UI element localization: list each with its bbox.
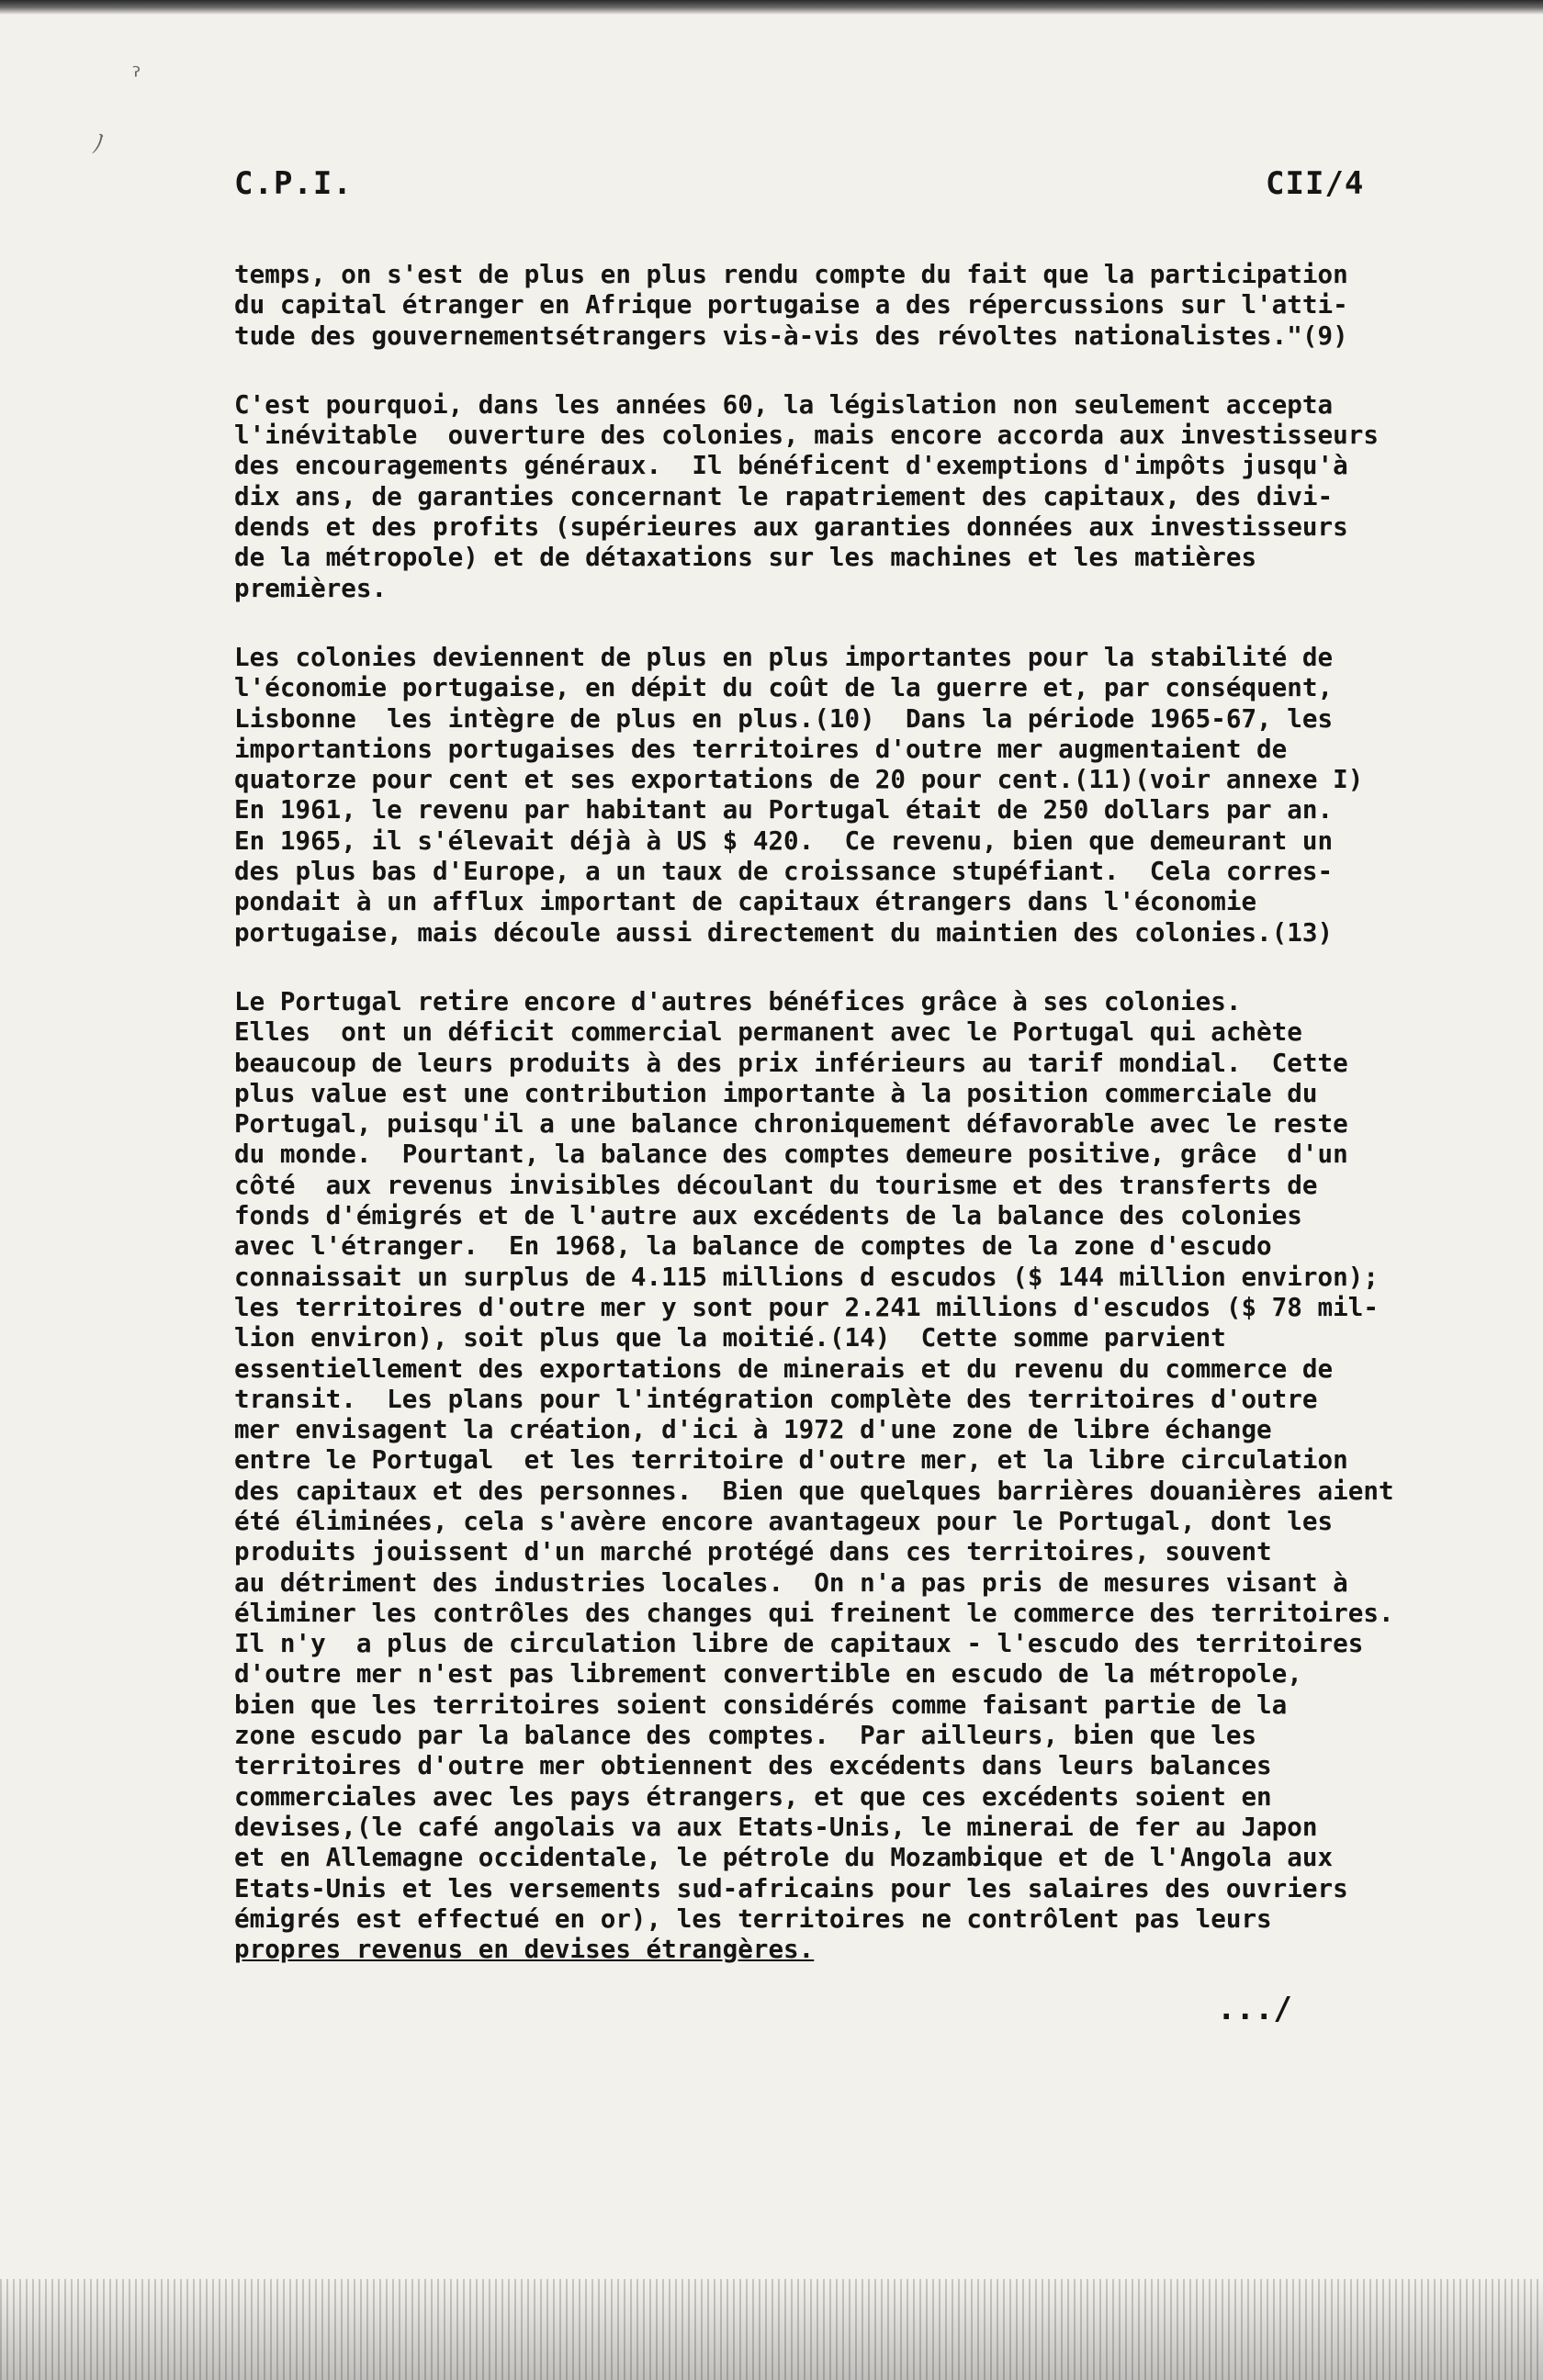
- text-line: C'est pourquoi, dans les années 60, la législation non seulement accepta: [234, 388, 1334, 420]
- text-line: produits jouissent d'un marché protégé dans ces territoires, souvent: [234, 1536, 1272, 1567]
- text-line: essentiellement des exportations de minerais et du revenu du commerce de: [234, 1353, 1334, 1384]
- text-line: Portugal, puisqu'il a une balance chroniquement défavorable avec le reste: [234, 1108, 1348, 1139]
- text-line: portugaise, mais découle aussi directement du maintien des colonies.(13): [234, 916, 1334, 948]
- text-line: lion environ), soit plus que la moitié.(14) Cette somme parvient: [234, 1322, 1226, 1353]
- text-line: dends et des profits (supérieures aux garanties données aux investisseurs: [234, 511, 1348, 543]
- document-body: [234, 259, 1447, 2003]
- text-line: l'économie portugaise, en dépit du coût de la guerre et, par conséquent,: [234, 672, 1334, 703]
- text-line: Lisbonne les intègre de plus en plus.(10) Dans la période 1965-67, les: [234, 702, 1334, 734]
- text-line: territoires d'outre mer obtiennent des excédents dans leurs balances: [234, 1750, 1272, 1781]
- text-line: En 1961, le revenu par habitant au Portugal était de 250 dollars par an.: [234, 794, 1334, 825]
- text-line: côté aux revenus invisibles découlant du tourisme et des transferts de: [234, 1169, 1318, 1200]
- text-line: Le Portugal retire encore d'autres bénéfices grâce à ses colonies.: [234, 985, 1242, 1016]
- text-line: zone escudo par la balance des comptes. Par ailleurs, bien que les: [234, 1720, 1257, 1751]
- text-line: Il n'y a plus de circulation libre de capitaux - l'escudo des territoires: [234, 1628, 1364, 1659]
- text-line: quatorze pour cent et ses exportations de 20 pour cent.(11)(voir annexe I): [234, 764, 1364, 795]
- text-line: connaissait un surplus de 4.115 millions d escudos ($ 144 million environ);: [234, 1261, 1379, 1292]
- text-line: mer envisagent la création, d'ici à 1972 d'une zone de libre échange: [234, 1414, 1272, 1445]
- text-line: avec l'étranger. En 1968, la balance de comptes de la zone d'escudo: [234, 1230, 1272, 1262]
- text-line: premières.: [234, 572, 388, 603]
- text-line: Elles ont un déficit commercial permanent avec le Portugal qui achète: [234, 1016, 1302, 1048]
- text-line: du monde. Pourtant, la balance des comptes demeure positive, grâce d'un: [234, 1139, 1348, 1170]
- text-line: des plus bas d'Europe, a un taux de croissance stupéfiant. Cela corres-: [234, 856, 1334, 887]
- text-line: bien que les territoires soient considérés comme faisant partie de la: [234, 1689, 1288, 1720]
- text-line-underlined: propres revenus en devises étrangères.: [234, 1934, 815, 1965]
- text-line: beaucoup de leurs produits à des prix inférieurs au tarif mondial. Cette: [234, 1047, 1348, 1078]
- text-line: dix ans, de garanties concernant le rapatriement des capitaux, des divi-: [234, 480, 1334, 511]
- text-line: et en Allemagne occidentale, le pétrole du Mozambique et de l'Angola aux: [234, 1842, 1334, 1873]
- paragraph-2: [234, 389, 1447, 603]
- text-line: les territoires d'outre mer y sont pour 2.241 millions d'escudos ($ 78 mil-: [234, 1291, 1379, 1322]
- text-line: commerciales avec les pays étrangers, et que ces excédents soient en: [234, 1780, 1272, 1812]
- scan-edge-bottom: [0, 2279, 1543, 2380]
- text-line: de la métropole) et de détaxations sur les machines et les matières: [234, 542, 1257, 573]
- page-number: CII/4: [1266, 165, 1365, 202]
- text-line: importantions portugaises des territoires d'outre mer augmentaient de: [234, 733, 1288, 764]
- paragraph-1: [234, 259, 1447, 351]
- text-line: émigrés est effectué en or), les territoires ne contrôlent pas leurs: [234, 1903, 1272, 1934]
- text-line: plus value est une contribution importante à la position commerciale du: [234, 1077, 1318, 1108]
- text-line: été éliminées, cela s'avère encore avantageux pour le Portugal, dont les: [234, 1505, 1334, 1536]
- scan-speck: ˀ: [129, 64, 144, 95]
- text-line: transit. Les plans pour l'intégration complète des territoires d'outre: [234, 1383, 1318, 1414]
- paragraph-4: [234, 986, 1447, 1965]
- text-line: du capital étranger en Afrique portugaise a des répercussions sur l'atti-: [234, 289, 1348, 320]
- header-left: C.P.I.: [234, 165, 353, 202]
- text-line: tude des gouvernementsétrangers vis-à-vis des révoltes nationalistes."(9): [234, 320, 1348, 351]
- scan-edge-top: [0, 0, 1543, 15]
- scan-speck: ﾉ: [92, 129, 106, 159]
- text-line: l'inévitable ouverture des colonies, mais encore accorda aux investisseurs: [234, 420, 1379, 451]
- text-line: entre le Portugal et les territoire d'outre mer, et la libre circulation: [234, 1444, 1348, 1476]
- text-line: au détriment des industries locales. On n'a pas pris de mesures visant à: [234, 1566, 1348, 1598]
- text-line: fonds d'émigrés et de l'autre aux excédents de la balance des colonies: [234, 1200, 1302, 1231]
- text-line: pondait à un afflux important de capitaux étrangers dans l'économie: [234, 886, 1257, 917]
- text-line: Etats-Unis et les versements sud-africains pour les salaires des ouvriers: [234, 1872, 1348, 1903]
- text-line: des encouragements généraux. Il bénéficent d'exemptions d'impôts jusqu'à: [234, 450, 1348, 481]
- continued-mark: .../: [1217, 1991, 1292, 2027]
- text-line: d'outre mer n'est pas librement convertible en escudo de la métropole,: [234, 1658, 1302, 1690]
- text-line: devises,(le café angolais va aux Etats-Unis, le minerai de fer au Japon: [234, 1811, 1318, 1842]
- text-line: En 1965, il s'élevait déjà à US $ 420. Ce revenu, bien que demeurant un: [234, 825, 1334, 856]
- text-line: éliminer les contrôles des changes qui freinent le commerce des territoires.: [234, 1597, 1394, 1628]
- text-line: Les colonies deviennent de plus en plus importantes pour la stabilité de: [234, 641, 1334, 672]
- text-line: des capitaux et des personnes. Bien que quelques barrières douanières aient: [234, 1475, 1394, 1506]
- text-line: temps, on s'est de plus en plus rendu compte du fait que la participation: [234, 259, 1348, 289]
- paragraph-3: [234, 642, 1447, 948]
